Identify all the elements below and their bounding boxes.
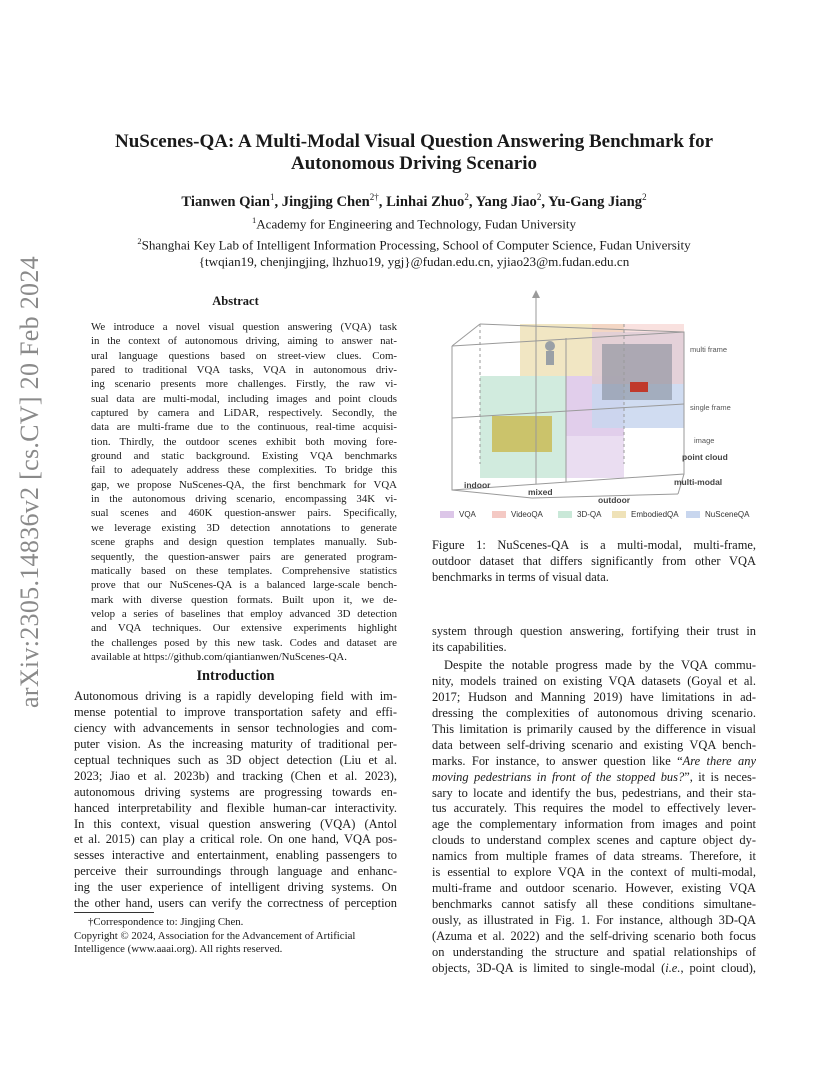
author-name: Tianwen Qian <box>181 193 270 210</box>
legend-swatch-nusceneqa <box>686 511 700 518</box>
caption-line: Figure 1: NuScenes-QA is a multi-modal, multi-frame, <box>432 538 756 552</box>
affiliation-2 <box>90 233 738 254</box>
introduction-line: Autonomous driving is a rapidly developing field with im- <box>74 689 397 703</box>
introduction-line: puter vision. As the increasing maturity of traditional per- <box>74 736 397 751</box>
right-column-continuation <box>432 624 756 656</box>
affiliation-sup: 2 <box>137 235 142 246</box>
paragraph-line: multi-frame and outdoor scenario. However, existing VQA <box>432 881 756 896</box>
abstract-line: ground and static background. Existing VQA benchmarks <box>91 450 397 463</box>
abstract-line: captured by camera and LiDAR, respectively. Secondly, the <box>91 407 397 420</box>
car-icon <box>630 382 648 392</box>
author-name: Yu-Gang Jiang <box>548 193 643 210</box>
paragraph-line: ously, as illustrated in Fig. 1. For instance, although 3D-QA <box>432 913 756 927</box>
robot-icon <box>545 341 555 351</box>
author-name: Jingjing Chen <box>281 193 370 210</box>
author-sup: 2 <box>464 192 469 202</box>
abstract-line: available at https://github.com/qiantianwen/NuScenes-QA. <box>91 650 347 663</box>
abstract-line: in the context of autonomous driving, aiming to answer nat- <box>91 335 397 348</box>
introduction-line: perceive their surroundings through language and enhanc- <box>74 864 397 879</box>
introduction-line: hanced interpretability and flexible human-car interactivity. <box>74 800 397 815</box>
author-sup: 2 <box>536 192 542 202</box>
paragraph-line: marks. For instance, to answer question like “Are there any <box>432 753 756 768</box>
abstract-body <box>91 320 397 664</box>
legend-swatch-videoqa <box>492 511 506 518</box>
correspondence-note: †Correspondence to: Jingjing Chen. <box>88 916 244 928</box>
abstract-line: We introduce a novel visual question answering (VQA) task <box>91 321 397 333</box>
caption-line: benchmarks in terms of visual data. <box>432 569 609 584</box>
introduction-line: 2023; Jiao et al. 2023b) and tracking (Chen et al. 2023), <box>74 768 397 783</box>
introduction-heading: Introduction <box>196 668 275 684</box>
region-vqa-lower <box>566 436 624 478</box>
paragraph-line: dressing the complexities of autonomous driving scenario. <box>432 705 756 720</box>
copyright-line-2: Intelligence (www.aaai.org). All rights reserved. <box>74 943 283 956</box>
introduction-line: the other hand, users can verify the correctness of perception <box>74 896 397 911</box>
legend-swatch-embodiedqa <box>612 511 626 518</box>
abstract-line: scene graphs and design question templates manually. Sub- <box>91 536 397 549</box>
paragraph-line: on understanding the structure and spatial relationships of <box>432 944 756 959</box>
abstract-line: sequently, the question-answer pairs are generated program- <box>91 550 397 563</box>
paragraph-line: clouds to understand complex scenes and capture object dy- <box>432 833 756 848</box>
figure-1 <box>432 288 756 526</box>
author-sup: 2 <box>642 192 647 202</box>
paragraph-line: 2017; Hudson and Manning 2019) have limitations in ad- <box>432 689 756 704</box>
author-sup: 1 <box>269 192 275 202</box>
legend-swatch-vqa <box>440 511 454 518</box>
label-image: image <box>694 436 715 445</box>
author-list: Tianwen Qian$^1$, Jingjing Chen$^{2\dagger}$, Linhai Zhuo$^2$, Yang Jiao$^2$, Yu-Gang Jiang$^2$ <box>181 192 647 210</box>
footnote <box>74 916 404 957</box>
abstract-line: sual scenes and 460K question-answer pairs. Specifically, <box>91 507 397 520</box>
legend-label: NuSceneQA <box>705 510 750 519</box>
introduction-line: In this context, visual question answering (VQA) (Antol <box>74 816 397 831</box>
legend-label: VideoQA <box>511 510 543 519</box>
abstract-line: and VQA techniques. Our extensive experiments highlight <box>91 622 397 635</box>
paragraph-line: This limitation is primarily caused by the difference in visual <box>432 721 756 736</box>
abstract-line: ural language questions based on street-view clues. Com- <box>91 349 397 362</box>
legend-item-vqa <box>440 508 476 522</box>
label-mixed: mixed <box>528 487 553 497</box>
legend-item-nusceneqa <box>686 508 749 522</box>
abstract-line: in the autonomous driving scenario, encompassing 34K vi- <box>91 493 397 506</box>
title-line-2: Autonomous Driving Scenario <box>291 153 537 174</box>
paragraph-line: Despite the notable progress made by the VQA commu- <box>444 658 756 672</box>
continuation-line: its capabilities. <box>432 639 507 654</box>
figure-1-caption <box>432 538 756 586</box>
continuation-line: system through question answering, fortifying their trust in <box>432 624 756 638</box>
legend-swatch-3dqa <box>558 511 572 518</box>
abstract-line: data are multi-frame due to the continuous, real-time acquisi- <box>91 421 397 434</box>
affiliations <box>90 212 738 271</box>
footnote-rule <box>74 912 154 913</box>
author-name: Linhai Zhuo <box>386 193 465 210</box>
affiliation-text: Academy for Engineering and Technology, Fudan University <box>256 216 577 232</box>
abstract-line: prove that our NuScenes-QA is a balanced large-scale bench- <box>91 579 397 592</box>
abstract-line: velop a series of baselines that employ advanced 3D detection <box>91 607 397 620</box>
label-multi-modal: multi-modal <box>674 477 723 487</box>
right-column-paragraph <box>432 658 756 977</box>
abstract-line: ing scenario presents more challenges. Firstly, the raw vi- <box>91 378 397 391</box>
abstract-line: tion. Thirdly, the outdoor scenes exhibit both moving fore- <box>91 435 397 448</box>
indoor-scene-thumbnail <box>492 416 552 452</box>
legend-item-embodiedqa <box>612 508 679 522</box>
affiliation-1 <box>90 212 738 233</box>
label-multi-frame: multi frame <box>690 345 728 354</box>
introduction-body <box>74 689 397 912</box>
legend-item-videoqa <box>492 508 543 522</box>
paragraph-line: data between self-driving scenario and existing VQA bench- <box>432 737 756 752</box>
introduction-line: ciency with advancements in sensor technologies and com- <box>74 720 397 735</box>
author-name: Yang Jiao <box>475 193 537 210</box>
title-line-1: NuScenes-QA: A Multi-Modal Visual Question Answering Benchmark for <box>115 131 713 152</box>
label-indoor: indoor <box>464 480 491 490</box>
paragraph-line: is essential to explore VQA in the context of multi-modal, <box>432 865 756 880</box>
copyright-line-1: Copyright © 2024, Association for the Advancement of Artificial <box>74 929 356 942</box>
introduction-line: mense potential to improve transportation safety and effi- <box>74 704 397 719</box>
abstract-line: gap, we propose NuScenes-QA, the first benchmark for VQA <box>91 478 397 491</box>
paragraph-line: moving pedestrians in front of the stopped bus?”, it is neces- <box>432 769 756 784</box>
arxiv-stamp: arXiv:2305.14836v2 [cs.CV] 20 Feb 2024 <box>15 256 44 708</box>
figure-legend <box>440 508 760 524</box>
introduction-line: et al. 2015) can play a critical role. On one hand, VQA pos- <box>74 832 397 847</box>
author-sup: 2† <box>369 192 379 202</box>
legend-label: VQA <box>459 510 476 519</box>
caption-line: outdoor dataset that differs significantly from other VQA <box>432 553 756 568</box>
paper-title <box>90 131 738 175</box>
paragraph-line: namics from multiple frames of data streams. Therefore, it <box>432 849 756 864</box>
paragraph-line: benchmarks cannot satisfy all these conditions simultane- <box>432 897 756 912</box>
paragraph-line: (Azuma et al. 2022) and the self-driving scenario both focus <box>432 928 756 943</box>
paragraph-line: objects, 3D-QA is limited to single-modal (i.e., point cloud), <box>432 960 756 975</box>
author-emails: {twqian19, chenjingjing, lhzhuo19, ygj}@fudan.edu.cn, yjiao23@m.fudan.edu.cn <box>198 253 630 269</box>
abstract-line: sual data are multi-modal, including images and point clouds <box>91 392 397 405</box>
legend-label: 3D-QA <box>577 510 602 519</box>
abstract-line: matically based on these templates. Comprehensive statistics <box>91 564 397 577</box>
affiliation-sup: 1 <box>251 215 257 225</box>
abstract-line: fail to adequately address these complexities. To bridge this <box>91 464 397 477</box>
paragraph-line: tus accurately. This requires the model to effectively lever- <box>432 801 756 816</box>
label-single-frame: single frame <box>690 403 731 412</box>
paragraph-line: age the complementary information from images and point <box>432 817 756 832</box>
introduction-line: sesses interactive and entertainment, enabling passengers to <box>74 848 397 863</box>
label-outdoor: outdoor <box>598 495 631 505</box>
introduction-line: ceptual techniques such as 3D object detection (Liu et al. <box>74 752 397 767</box>
abstract-heading: Abstract <box>212 294 259 308</box>
affiliation-text: Shanghai Key Lab of Intelligent Information Processing, School of Computer Science, Fudan University <box>141 237 691 253</box>
paragraph-line: nity, models trained on existing VQA datasets (Goyal et al. <box>432 673 756 688</box>
introduction-line: autonomous driving systems are progressing towards en- <box>74 784 397 799</box>
abstract-line: the challenges posed by this new task. Codes and dataset are <box>91 636 397 649</box>
abstract-line: pared to traditional VQA tasks, VQA in autonomous driv- <box>91 364 397 377</box>
abstract-line: we leverage existing 3D detection annotations to generate <box>91 521 397 534</box>
abstract-line: mark with diverse question formats. Built upon it, we de- <box>91 593 397 606</box>
introduction-line: ing the user experience of intelligent driving systems. On <box>74 880 397 895</box>
label-point-cloud: point cloud <box>682 452 728 462</box>
legend-item-3dqa <box>558 508 601 522</box>
robot-body-icon <box>546 351 554 365</box>
paragraph-line: sary to locate and identify the bus, pedestrians, and their sta- <box>432 785 756 800</box>
legend-label: EmbodiedQA <box>631 510 679 519</box>
figure-1-diagram <box>432 288 756 526</box>
